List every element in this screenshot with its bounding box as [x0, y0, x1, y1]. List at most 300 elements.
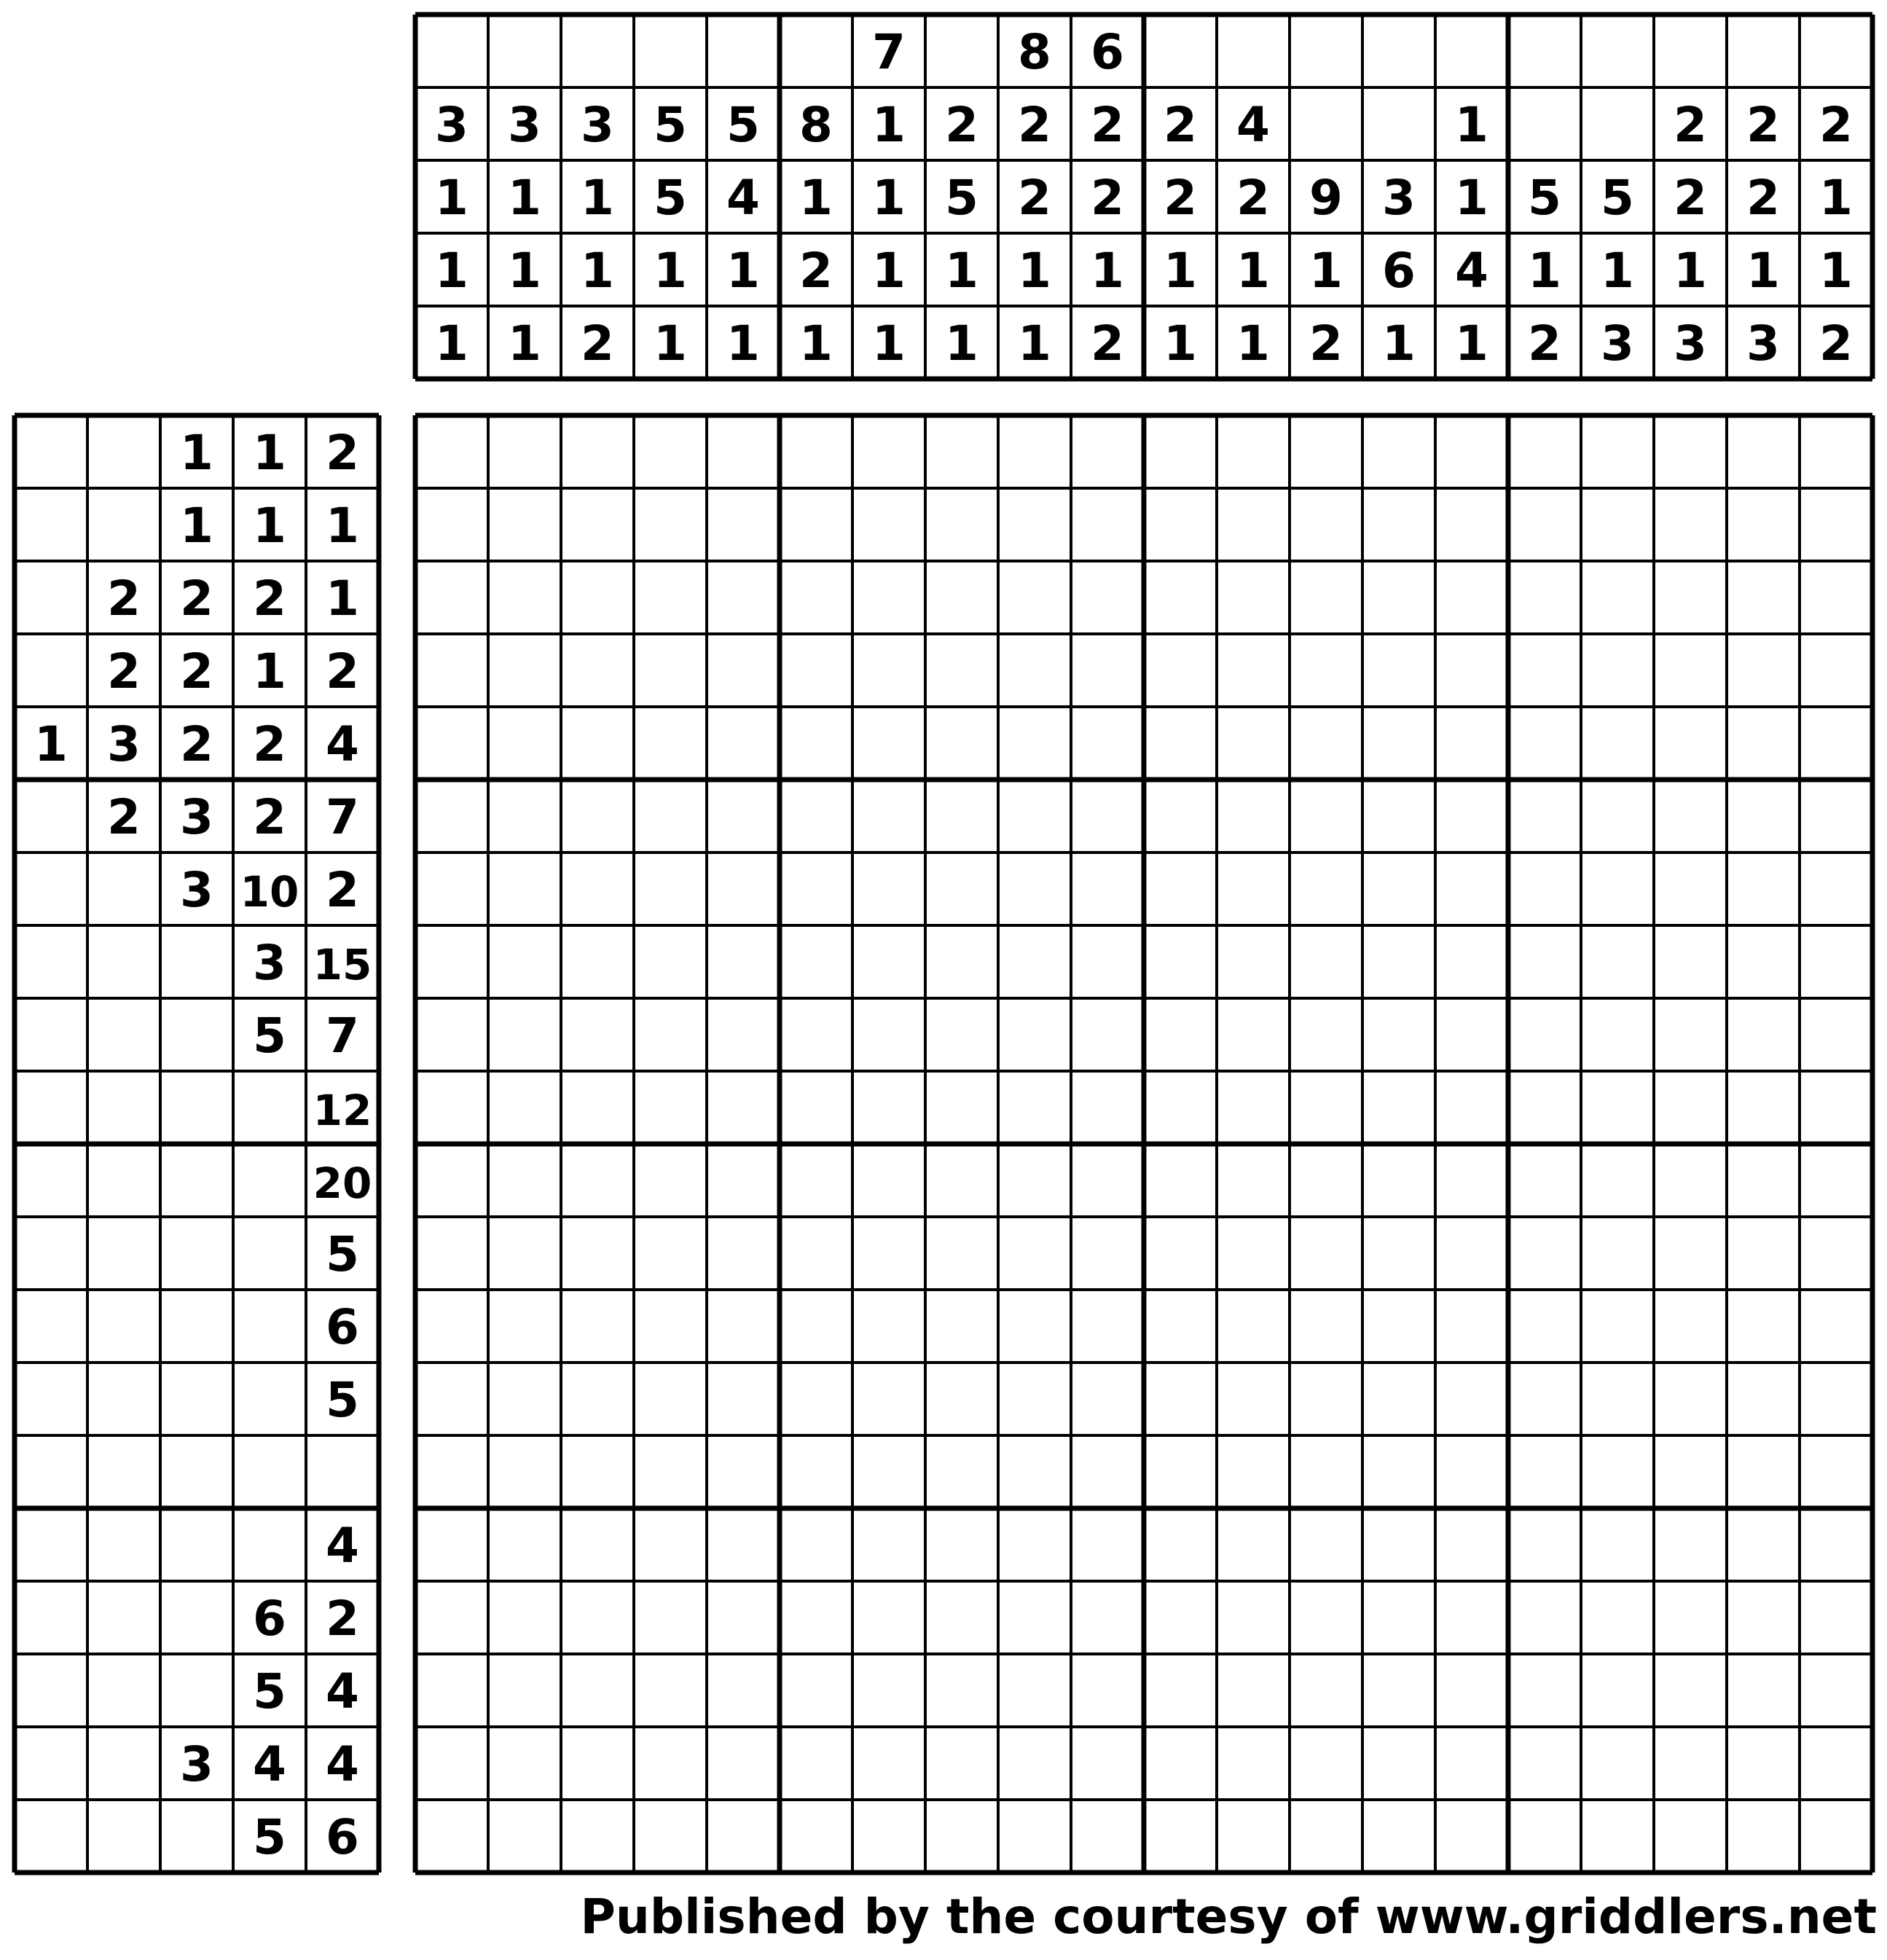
grid-cell[interactable] [1362, 1363, 1435, 1435]
grid-cell[interactable] [1581, 1654, 1654, 1727]
grid-cell[interactable] [1727, 1508, 1800, 1581]
grid-cell[interactable] [1654, 780, 1727, 852]
grid-cell[interactable] [925, 1435, 998, 1508]
grid-cell[interactable] [488, 780, 561, 852]
grid-cell[interactable] [488, 1654, 561, 1727]
grid-cell[interactable] [1727, 998, 1800, 1071]
grid-cell[interactable] [852, 1435, 925, 1508]
grid-cell[interactable] [1362, 780, 1435, 852]
grid-cell[interactable] [1727, 1144, 1800, 1217]
grid-cell[interactable] [1800, 488, 1872, 561]
grid-cell[interactable] [1508, 1508, 1581, 1581]
grid-cell[interactable] [1290, 852, 1362, 925]
grid-cell[interactable] [1362, 1800, 1435, 1873]
grid-cell[interactable] [780, 1144, 852, 1217]
grid-cell[interactable] [1435, 488, 1508, 561]
grid-cell[interactable] [634, 1435, 707, 1508]
grid-cell[interactable] [415, 1290, 488, 1363]
grid-cell[interactable] [1727, 1654, 1800, 1727]
grid-cell[interactable] [1144, 1290, 1217, 1363]
grid-cell[interactable] [1144, 1508, 1217, 1581]
grid-cell[interactable] [707, 1363, 780, 1435]
grid-cell[interactable] [1435, 1071, 1508, 1144]
grid-cell[interactable] [1435, 1508, 1508, 1581]
grid-cell[interactable] [1581, 415, 1654, 488]
grid-cell[interactable] [415, 561, 488, 634]
solution-grid[interactable] [415, 415, 1872, 1873]
grid-cell[interactable] [852, 1581, 925, 1654]
grid-cell[interactable] [561, 1071, 634, 1144]
grid-cell[interactable] [1435, 1435, 1508, 1508]
grid-cell[interactable] [1144, 1727, 1217, 1800]
grid-cell[interactable] [1508, 998, 1581, 1071]
grid-cell[interactable] [1435, 925, 1508, 998]
grid-cell[interactable] [561, 925, 634, 998]
grid-cell[interactable] [561, 488, 634, 561]
grid-cell[interactable] [1071, 415, 1144, 488]
grid-cell[interactable] [1800, 1581, 1872, 1654]
grid-cell[interactable] [852, 1144, 925, 1217]
grid-cell[interactable] [707, 1800, 780, 1873]
grid-cell[interactable] [707, 1727, 780, 1800]
grid-cell[interactable] [1362, 998, 1435, 1071]
grid-cell[interactable] [1435, 1144, 1508, 1217]
grid-cell[interactable] [925, 1144, 998, 1217]
grid-cell[interactable] [1071, 1290, 1144, 1363]
grid-cell[interactable] [1071, 561, 1144, 634]
grid-cell[interactable] [1800, 1071, 1872, 1144]
grid-cell[interactable] [1435, 561, 1508, 634]
grid-cell[interactable] [561, 1727, 634, 1800]
grid-cell[interactable] [998, 488, 1071, 561]
grid-cell[interactable] [925, 1071, 998, 1144]
grid-cell[interactable] [1144, 634, 1217, 707]
grid-cell[interactable] [1362, 1290, 1435, 1363]
grid-cell[interactable] [1071, 1800, 1144, 1873]
grid-cell[interactable] [925, 561, 998, 634]
grid-cell[interactable] [1144, 1144, 1217, 1217]
grid-cell[interactable] [1654, 1363, 1727, 1435]
grid-cell[interactable] [925, 1800, 998, 1873]
grid-cell[interactable] [1144, 707, 1217, 780]
grid-cell[interactable] [1581, 561, 1654, 634]
grid-cell[interactable] [1654, 1727, 1727, 1800]
grid-cell[interactable] [1362, 1654, 1435, 1727]
grid-cell[interactable] [415, 852, 488, 925]
grid-cell[interactable] [925, 1508, 998, 1581]
grid-cell[interactable] [707, 1144, 780, 1217]
grid-cell[interactable] [1290, 634, 1362, 707]
grid-cell[interactable] [1800, 780, 1872, 852]
grid-cell[interactable] [1727, 925, 1800, 998]
grid-cell[interactable] [780, 1727, 852, 1800]
grid-cell[interactable] [925, 780, 998, 852]
grid-cell[interactable] [1071, 1581, 1144, 1654]
grid-cell[interactable] [1362, 852, 1435, 925]
grid-cell[interactable] [488, 1435, 561, 1508]
grid-cell[interactable] [1217, 1800, 1290, 1873]
grid-cell[interactable] [1654, 852, 1727, 925]
grid-cell[interactable] [488, 561, 561, 634]
grid-cell[interactable] [634, 925, 707, 998]
grid-cell[interactable] [1727, 1727, 1800, 1800]
grid-cell[interactable] [1727, 415, 1800, 488]
grid-cell[interactable] [1654, 488, 1727, 561]
grid-cell[interactable] [707, 1654, 780, 1727]
grid-cell[interactable] [1435, 1654, 1508, 1727]
grid-cell[interactable] [998, 1435, 1071, 1508]
grid-cell[interactable] [415, 1581, 488, 1654]
grid-cell[interactable] [925, 634, 998, 707]
grid-cell[interactable] [780, 1508, 852, 1581]
grid-cell[interactable] [1362, 1508, 1435, 1581]
grid-cell[interactable] [488, 707, 561, 780]
grid-cell[interactable] [1435, 634, 1508, 707]
grid-cell[interactable] [1217, 998, 1290, 1071]
grid-cell[interactable] [780, 488, 852, 561]
grid-cell[interactable] [1800, 1290, 1872, 1363]
grid-cell[interactable] [780, 1581, 852, 1654]
grid-cell[interactable] [1654, 1071, 1727, 1144]
grid-cell[interactable] [1581, 1800, 1654, 1873]
grid-cell[interactable] [1217, 1581, 1290, 1654]
grid-cell[interactable] [561, 1435, 634, 1508]
grid-cell[interactable] [1800, 1800, 1872, 1873]
grid-cell[interactable] [1727, 488, 1800, 561]
grid-cell[interactable] [852, 1654, 925, 1727]
grid-cell[interactable] [1362, 1071, 1435, 1144]
grid-cell[interactable] [1144, 1800, 1217, 1873]
grid-cell[interactable] [1654, 925, 1727, 998]
grid-cell[interactable] [1071, 1144, 1144, 1217]
grid-cell[interactable] [852, 1800, 925, 1873]
grid-cell[interactable] [1071, 1508, 1144, 1581]
grid-cell[interactable] [488, 1508, 561, 1581]
grid-cell[interactable] [780, 1071, 852, 1144]
grid-cell[interactable] [561, 1217, 634, 1290]
grid-cell[interactable] [852, 1071, 925, 1144]
grid-cell[interactable] [561, 852, 634, 925]
grid-cell[interactable] [707, 852, 780, 925]
grid-cell[interactable] [1362, 1581, 1435, 1654]
grid-cell[interactable] [852, 925, 925, 998]
grid-cell[interactable] [707, 561, 780, 634]
grid-cell[interactable] [1727, 1363, 1800, 1435]
grid-cell[interactable] [780, 707, 852, 780]
grid-cell[interactable] [1290, 415, 1362, 488]
grid-cell[interactable] [1435, 852, 1508, 925]
grid-cell[interactable] [1290, 488, 1362, 561]
grid-cell[interactable] [1144, 1217, 1217, 1290]
grid-cell[interactable] [1800, 1363, 1872, 1435]
grid-cell[interactable] [1654, 1654, 1727, 1727]
grid-cell[interactable] [707, 1581, 780, 1654]
grid-cell[interactable] [1290, 1217, 1362, 1290]
grid-cell[interactable] [1071, 1727, 1144, 1800]
grid-cell[interactable] [1435, 1363, 1508, 1435]
grid-cell[interactable] [925, 1363, 998, 1435]
grid-cell[interactable] [1362, 925, 1435, 998]
grid-cell[interactable] [1508, 1071, 1581, 1144]
grid-cell[interactable] [852, 852, 925, 925]
grid-cell[interactable] [1144, 1435, 1217, 1508]
grid-cell[interactable] [1362, 488, 1435, 561]
grid-cell[interactable] [925, 1290, 998, 1363]
grid-cell[interactable] [1581, 1581, 1654, 1654]
grid-cell[interactable] [1217, 1217, 1290, 1290]
grid-cell[interactable] [1435, 998, 1508, 1071]
grid-cell[interactable] [1362, 1727, 1435, 1800]
grid-cell[interactable] [415, 1727, 488, 1800]
grid-cell[interactable] [488, 1800, 561, 1873]
grid-cell[interactable] [1144, 925, 1217, 998]
grid-cell[interactable] [634, 1508, 707, 1581]
grid-cell[interactable] [561, 1654, 634, 1727]
grid-cell[interactable] [1217, 1654, 1290, 1727]
grid-cell[interactable] [1290, 1363, 1362, 1435]
grid-cell[interactable] [1654, 1581, 1727, 1654]
grid-cell[interactable] [415, 1435, 488, 1508]
grid-cell[interactable] [1581, 780, 1654, 852]
grid-cell[interactable] [1654, 415, 1727, 488]
grid-cell[interactable] [925, 1727, 998, 1800]
grid-cell[interactable] [415, 1363, 488, 1435]
grid-cell[interactable] [1727, 1071, 1800, 1144]
grid-cell[interactable] [1800, 634, 1872, 707]
grid-cell[interactable] [1435, 1217, 1508, 1290]
grid-cell[interactable] [998, 998, 1071, 1071]
grid-cell[interactable] [634, 634, 707, 707]
grid-cell[interactable] [1144, 998, 1217, 1071]
grid-cell[interactable] [1654, 1800, 1727, 1873]
grid-cell[interactable] [1290, 1435, 1362, 1508]
grid-cell[interactable] [1508, 1435, 1581, 1508]
grid-cell[interactable] [998, 1144, 1071, 1217]
grid-cell[interactable] [1800, 1727, 1872, 1800]
grid-cell[interactable] [925, 998, 998, 1071]
grid-cell[interactable] [852, 998, 925, 1071]
grid-cell[interactable] [1654, 1290, 1727, 1363]
grid-cell[interactable] [1071, 998, 1144, 1071]
grid-cell[interactable] [852, 780, 925, 852]
grid-cell[interactable] [707, 1290, 780, 1363]
grid-cell[interactable] [1290, 1581, 1362, 1654]
grid-cell[interactable] [1800, 925, 1872, 998]
grid-cell[interactable] [780, 1363, 852, 1435]
grid-cell[interactable] [998, 1363, 1071, 1435]
grid-cell[interactable] [925, 1217, 998, 1290]
grid-cell[interactable] [998, 1071, 1071, 1144]
grid-cell[interactable] [998, 415, 1071, 488]
grid-cell[interactable] [561, 1800, 634, 1873]
grid-cell[interactable] [1800, 852, 1872, 925]
grid-cell[interactable] [488, 1217, 561, 1290]
grid-cell[interactable] [780, 1800, 852, 1873]
grid-cell[interactable] [488, 1363, 561, 1435]
grid-cell[interactable] [488, 925, 561, 998]
grid-cell[interactable] [1435, 780, 1508, 852]
grid-cell[interactable] [1508, 1727, 1581, 1800]
grid-cell[interactable] [561, 1363, 634, 1435]
grid-cell[interactable] [561, 634, 634, 707]
grid-cell[interactable] [1217, 780, 1290, 852]
grid-cell[interactable] [634, 561, 707, 634]
grid-cell[interactable] [1508, 1290, 1581, 1363]
grid-cell[interactable] [1217, 925, 1290, 998]
grid-cell[interactable] [707, 1071, 780, 1144]
grid-cell[interactable] [1362, 1144, 1435, 1217]
grid-cell[interactable] [1654, 634, 1727, 707]
grid-cell[interactable] [1362, 1217, 1435, 1290]
grid-cell[interactable] [488, 998, 561, 1071]
grid-cell[interactable] [925, 925, 998, 998]
grid-cell[interactable] [1144, 780, 1217, 852]
grid-cell[interactable] [415, 1800, 488, 1873]
grid-cell[interactable] [998, 1508, 1071, 1581]
grid-cell[interactable] [1800, 1508, 1872, 1581]
grid-cell[interactable] [488, 1071, 561, 1144]
grid-cell[interactable] [415, 1144, 488, 1217]
grid-cell[interactable] [1800, 415, 1872, 488]
grid-cell[interactable] [852, 1363, 925, 1435]
grid-cell[interactable] [998, 852, 1071, 925]
grid-cell[interactable] [1435, 1581, 1508, 1654]
grid-cell[interactable] [707, 780, 780, 852]
grid-cell[interactable] [707, 707, 780, 780]
grid-cell[interactable] [1362, 561, 1435, 634]
grid-cell[interactable] [634, 1727, 707, 1800]
grid-cell[interactable] [1508, 634, 1581, 707]
grid-cell[interactable] [1217, 561, 1290, 634]
grid-cell[interactable] [707, 488, 780, 561]
grid-cell[interactable] [1800, 1144, 1872, 1217]
grid-cell[interactable] [1727, 780, 1800, 852]
grid-cell[interactable] [1435, 1800, 1508, 1873]
grid-cell[interactable] [561, 1581, 634, 1654]
grid-cell[interactable] [1217, 488, 1290, 561]
grid-cell[interactable] [780, 415, 852, 488]
grid-cell[interactable] [1362, 634, 1435, 707]
grid-cell[interactable] [1144, 561, 1217, 634]
grid-cell[interactable] [1508, 1800, 1581, 1873]
grid-cell[interactable] [1508, 415, 1581, 488]
grid-cell[interactable] [1581, 1071, 1654, 1144]
grid-cell[interactable] [1727, 1290, 1800, 1363]
grid-cell[interactable] [1362, 707, 1435, 780]
grid-cell[interactable] [1290, 925, 1362, 998]
grid-cell[interactable] [1071, 1654, 1144, 1727]
grid-cell[interactable] [998, 925, 1071, 998]
grid-cell[interactable] [634, 998, 707, 1071]
grid-cell[interactable] [852, 415, 925, 488]
grid-cell[interactable] [852, 488, 925, 561]
grid-cell[interactable] [1508, 780, 1581, 852]
grid-cell[interactable] [1290, 1290, 1362, 1363]
grid-cell[interactable] [1508, 1217, 1581, 1290]
grid-cell[interactable] [780, 998, 852, 1071]
grid-cell[interactable] [925, 852, 998, 925]
grid-cell[interactable] [1290, 707, 1362, 780]
grid-cell[interactable] [634, 1144, 707, 1217]
grid-cell[interactable] [1654, 707, 1727, 780]
grid-cell[interactable] [852, 707, 925, 780]
grid-cell[interactable] [1654, 1217, 1727, 1290]
grid-cell[interactable] [1217, 707, 1290, 780]
grid-cell[interactable] [1217, 1071, 1290, 1144]
grid-cell[interactable] [1217, 1435, 1290, 1508]
grid-cell[interactable] [1727, 707, 1800, 780]
grid-cell[interactable] [1144, 1581, 1217, 1654]
grid-cell[interactable] [925, 707, 998, 780]
grid-cell[interactable] [1217, 634, 1290, 707]
grid-cell[interactable] [1144, 1654, 1217, 1727]
grid-cell[interactable] [415, 415, 488, 488]
grid-cell[interactable] [1800, 707, 1872, 780]
grid-cell[interactable] [634, 1800, 707, 1873]
grid-cell[interactable] [1581, 707, 1654, 780]
grid-cell[interactable] [1508, 707, 1581, 780]
grid-cell[interactable] [1144, 415, 1217, 488]
grid-cell[interactable] [707, 925, 780, 998]
grid-cell[interactable] [852, 634, 925, 707]
grid-cell[interactable] [1144, 488, 1217, 561]
grid-cell[interactable] [707, 634, 780, 707]
grid-cell[interactable] [1290, 561, 1362, 634]
grid-cell[interactable] [1290, 780, 1362, 852]
grid-cell[interactable] [1727, 1800, 1800, 1873]
grid-cell[interactable] [634, 1363, 707, 1435]
grid-cell[interactable] [415, 1654, 488, 1727]
grid-cell[interactable] [707, 1508, 780, 1581]
grid-cell[interactable] [852, 1508, 925, 1581]
grid-cell[interactable] [1290, 1144, 1362, 1217]
grid-cell[interactable] [488, 1144, 561, 1217]
grid-cell[interactable] [415, 998, 488, 1071]
grid-cell[interactable] [1071, 852, 1144, 925]
grid-cell[interactable] [852, 561, 925, 634]
grid-cell[interactable] [1654, 1144, 1727, 1217]
grid-cell[interactable] [780, 1654, 852, 1727]
grid-cell[interactable] [634, 707, 707, 780]
grid-cell[interactable] [998, 780, 1071, 852]
grid-cell[interactable] [998, 1654, 1071, 1727]
grid-cell[interactable] [488, 1290, 561, 1363]
grid-cell[interactable] [780, 852, 852, 925]
grid-cell[interactable] [1800, 1435, 1872, 1508]
grid-cell[interactable] [852, 1217, 925, 1290]
grid-cell[interactable] [488, 634, 561, 707]
grid-cell[interactable] [852, 1727, 925, 1800]
grid-cell[interactable] [561, 415, 634, 488]
grid-cell[interactable] [1071, 1071, 1144, 1144]
grid-cell[interactable] [998, 561, 1071, 634]
grid-cell[interactable] [1071, 1363, 1144, 1435]
grid-cell[interactable] [1727, 1217, 1800, 1290]
grid-cell[interactable] [998, 1581, 1071, 1654]
grid-cell[interactable] [561, 1508, 634, 1581]
grid-cell[interactable] [1581, 998, 1654, 1071]
grid-cell[interactable] [561, 1144, 634, 1217]
grid-cell[interactable] [1290, 1800, 1362, 1873]
grid-cell[interactable] [1071, 707, 1144, 780]
grid-cell[interactable] [488, 852, 561, 925]
grid-cell[interactable] [998, 707, 1071, 780]
grid-cell[interactable] [707, 998, 780, 1071]
grid-cell[interactable] [780, 780, 852, 852]
grid-cell[interactable] [1581, 1727, 1654, 1800]
grid-cell[interactable] [1217, 1727, 1290, 1800]
grid-cell[interactable] [415, 488, 488, 561]
